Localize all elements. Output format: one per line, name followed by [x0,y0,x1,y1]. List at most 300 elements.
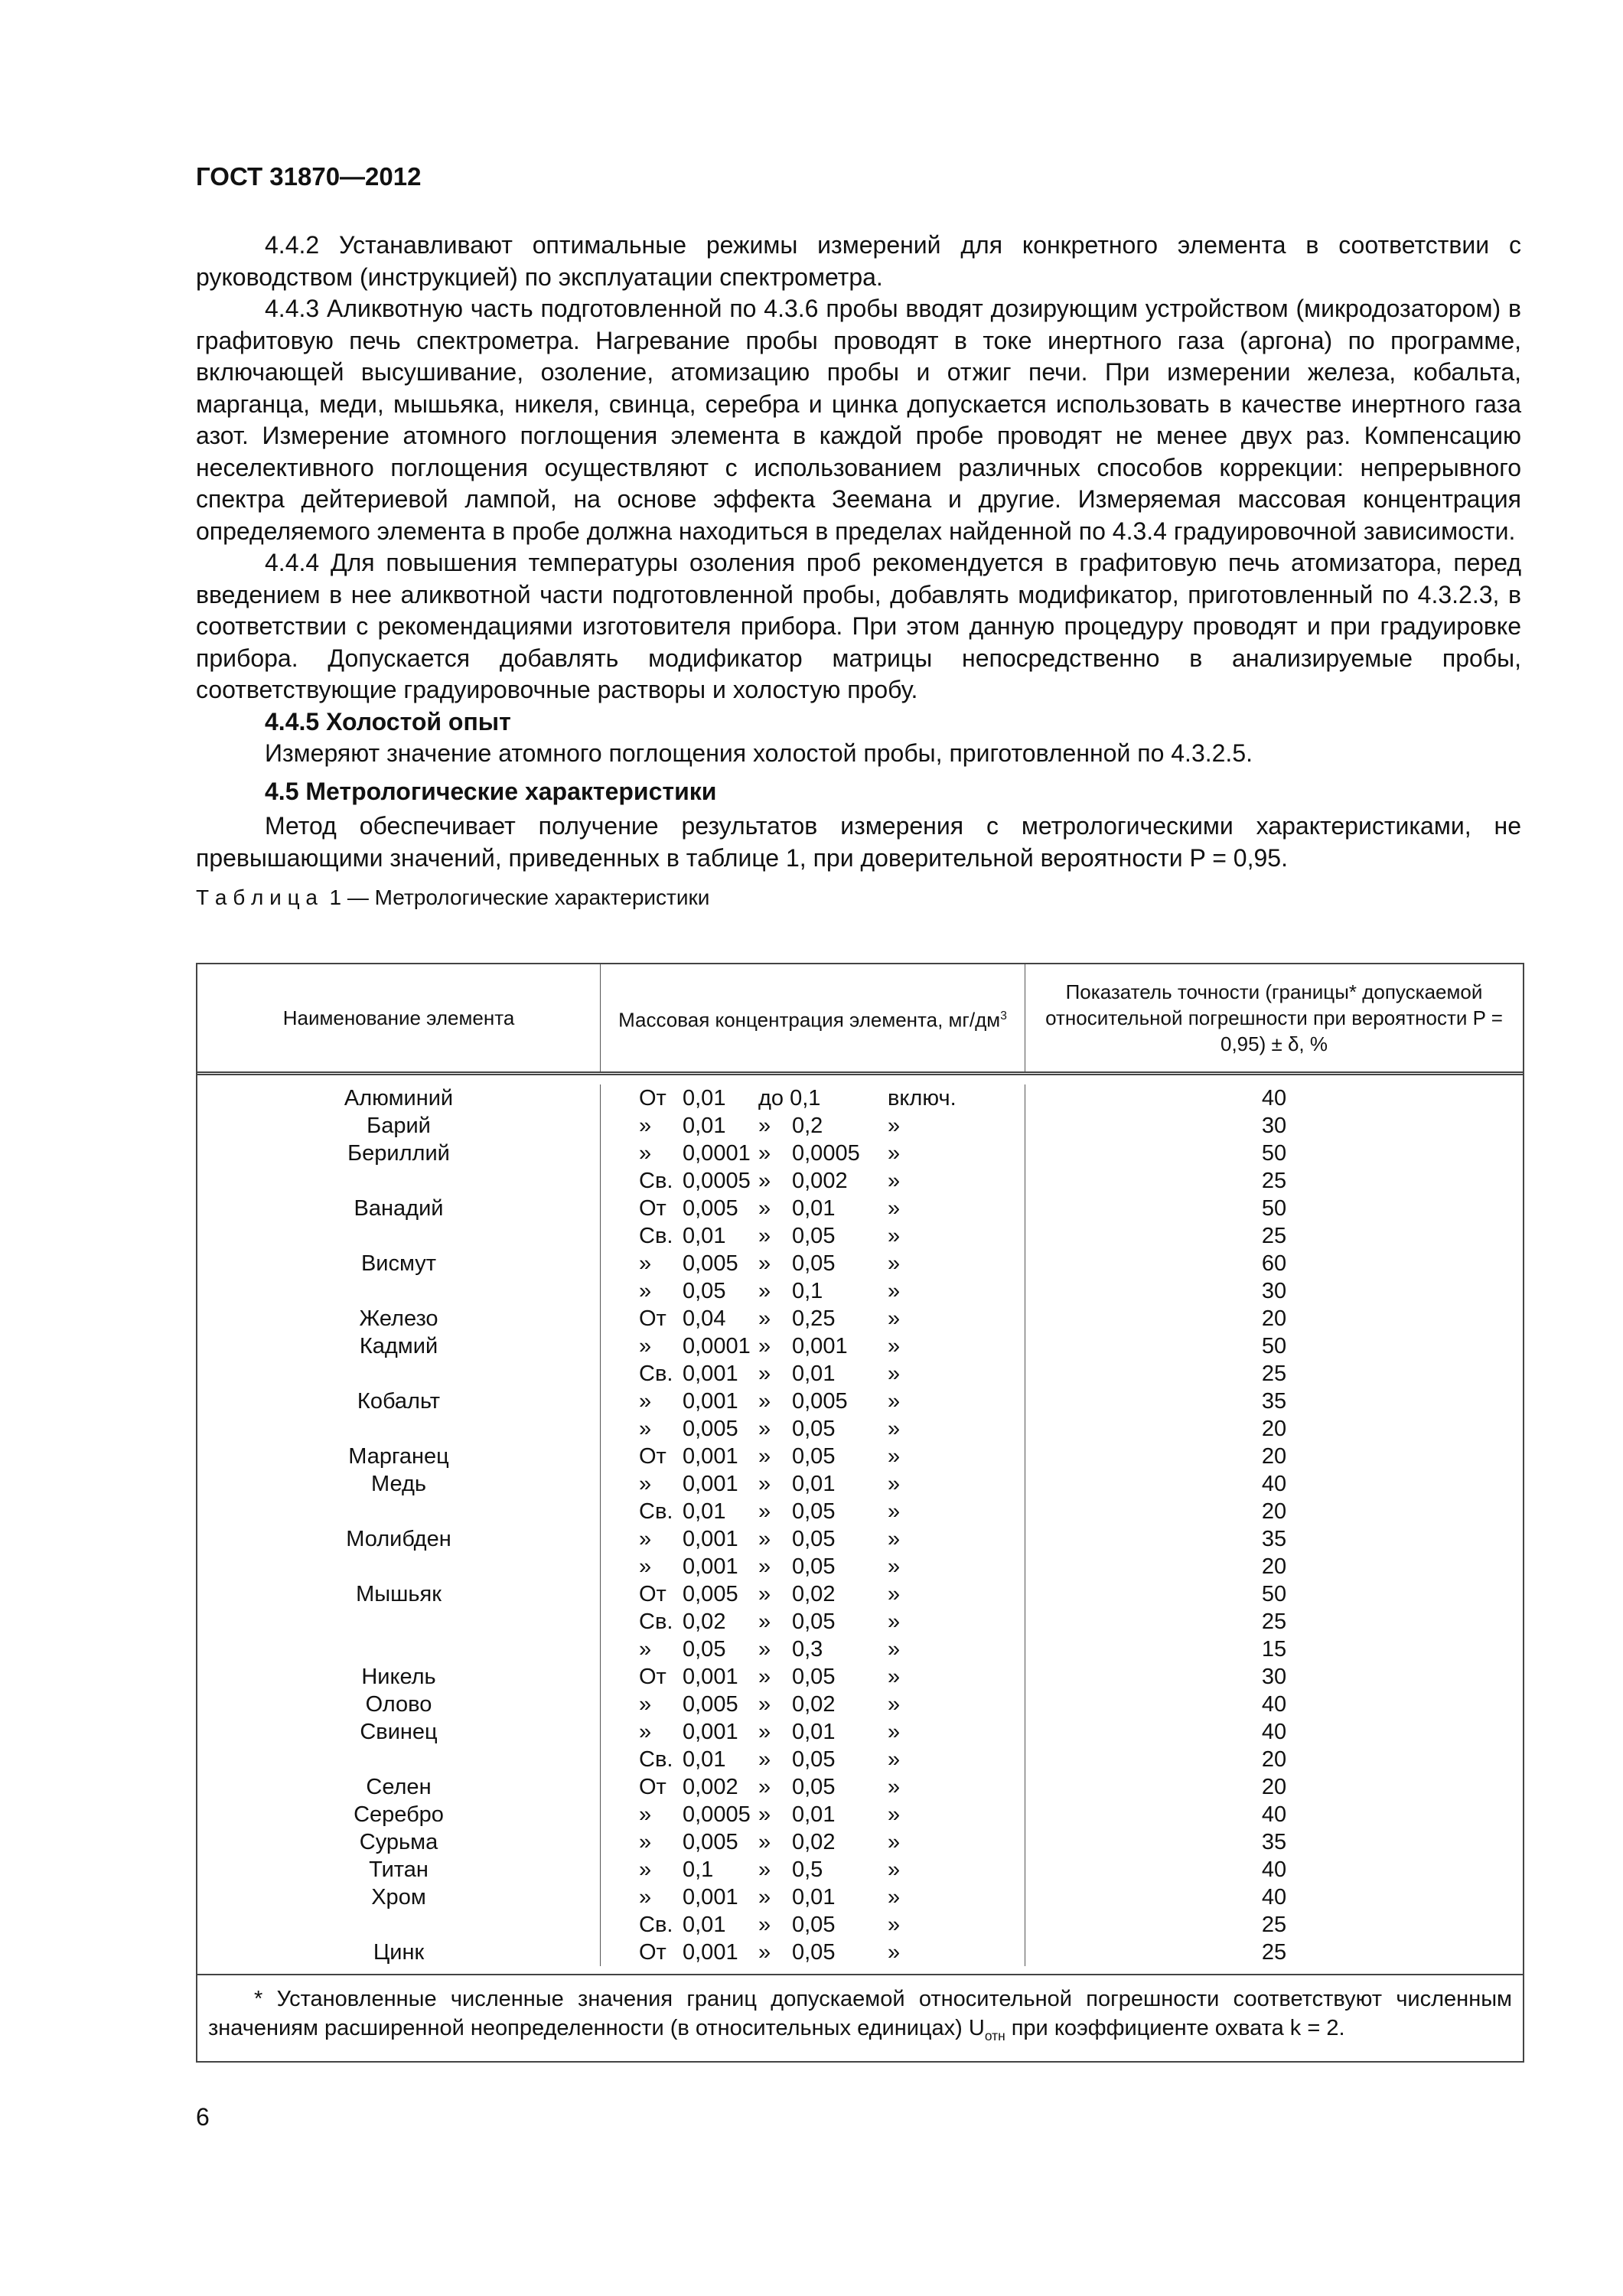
paragraph-4-4-2: 4.4.2 Устанавливают оптимальные режимы измерений для конкретного элемента в соответствии с руководством (инструкцией) по эксплуатации спектрометра. [196,231,1521,291]
element-name [197,1608,601,1636]
range-suffix: » [888,1444,901,1469]
range-from: 0,002 [683,1775,738,1799]
element-name: Медь [197,1470,601,1498]
column-header-concentration-text [618,1003,1007,1033]
accuracy-value: 20 [1261,1747,1287,1772]
range-suffix: » [888,1802,901,1827]
range-from: 0,05 [683,1637,726,1662]
range-separator: » [758,1224,771,1248]
range-separator: » [758,1306,771,1331]
range-prefix: » [639,1279,652,1303]
table-row [197,1332,1523,1360]
range-to: 0,02 [792,1692,836,1717]
range-separator: » [758,1692,771,1717]
accuracy-value: 20 [1261,1554,1287,1579]
table-row [197,1883,1523,1911]
range-to: 0,01 [792,1362,836,1386]
accuracy-value: 50 [1261,1334,1287,1358]
element-name: Кадмий [197,1332,601,1360]
range-prefix: От [639,1940,666,1965]
range-from: 0,001 [683,1444,738,1469]
column-header-element [197,964,601,1071]
range-separator: » [758,1609,771,1634]
range-suffix: » [888,1775,901,1799]
accuracy-value: 40 [1261,1857,1287,1882]
range-prefix: Св. [639,1224,673,1248]
range-suffix: » [888,1417,901,1441]
accuracy-value: 20 [1261,1444,1287,1469]
concentration-range [601,1883,1025,1911]
column-header-element-text: Наименование элемента [282,1006,515,1029]
table-row [197,1801,1523,1828]
range-prefix: Св. [639,1499,673,1524]
range-separator: » [758,1141,771,1166]
element-name: Висмут [197,1250,601,1277]
element-name: Барий [197,1112,601,1140]
element-name: Мышьяк [197,1580,601,1608]
range-prefix: » [639,1885,652,1910]
range-separator: » [758,1554,771,1579]
range-prefix: » [639,1389,652,1414]
range-to: 0,05 [792,1499,836,1524]
range-suffix: » [888,1665,901,1689]
range-from: 0,005 [683,1251,738,1276]
concentration-range [601,1636,1025,1663]
document-header: ГОСТ 31870—2012 [196,162,422,191]
range-from: 0,0001 [683,1334,751,1358]
table-row [197,1277,1523,1305]
accuracy-value: 20 [1261,1306,1287,1331]
range-separator: » [758,1444,771,1469]
range-from: 0,01 [683,1913,726,1937]
table-row [197,1856,1523,1883]
range-suffix: » [888,1747,901,1772]
range-to: 0,05 [792,1609,836,1634]
range-suffix: » [888,1885,901,1910]
range-separator: » [758,1279,771,1303]
range-prefix: » [639,1334,652,1358]
table-row [197,1580,1523,1608]
element-name: Цинк [197,1939,601,1966]
range-suffix: » [888,1637,901,1662]
range-separator: » [758,1720,771,1744]
range-to: 0,05 [792,1940,836,1965]
range-suffix: » [888,1251,901,1276]
range-suffix: » [888,1362,901,1386]
range-to: 0,05 [792,1224,836,1248]
range-to: 0,01 [792,1472,836,1496]
heading-4-5: 4.5 Метрологические характеристики [265,777,717,805]
element-name: Ванадий [197,1195,601,1222]
range-suffix: » [888,1334,901,1358]
element-name [197,1360,601,1388]
range-suffix: » [888,1857,901,1882]
column-header-accuracy-text: Показатель точности (границы* допускаемой относительной погрешности при вероятности P = 0,95) ± δ, % [1045,980,1503,1055]
range-to: 0,05 [792,1417,836,1441]
table-row [197,1360,1523,1388]
concentration-range [601,1360,1025,1388]
element-name [197,1553,601,1580]
concentration-range [601,1718,1025,1746]
range-separator: » [758,1251,771,1276]
range-prefix: От [639,1775,666,1799]
element-name [197,1415,601,1443]
table-row [197,1167,1523,1195]
table-header [197,964,1523,1075]
range-to: 0,3 [792,1637,823,1662]
range-to: 0,0005 [792,1141,860,1166]
column-header-concentration [601,964,1025,1071]
accuracy-value: 20 [1261,1499,1287,1524]
element-name: Никель [197,1663,601,1691]
element-name [197,1746,601,1773]
range-separator: » [758,1582,771,1606]
accuracy-value: 30 [1261,1114,1287,1138]
range-from: 0,001 [683,1885,738,1910]
range-suffix: » [888,1692,901,1717]
footnote-end: при коэффициенте охвата k = 2. [1005,2016,1345,2040]
concentration-range [601,1911,1025,1939]
concentration-range [601,1525,1025,1553]
concentration-range [601,1277,1025,1305]
range-separator: » [758,1747,771,1772]
element-name: Свинец [197,1718,601,1746]
table-row [197,1084,1523,1112]
concentration-range [601,1663,1025,1691]
table-row [197,1222,1523,1250]
table-row [197,1718,1523,1746]
range-from: 0,02 [683,1609,726,1634]
concentration-range [601,1856,1025,1883]
range-prefix: » [639,1720,652,1744]
concentration-range [601,1498,1025,1525]
range-suffix: » [888,1609,901,1634]
table-row [197,1691,1523,1718]
paragraph-4-4-4: 4.4.4 Для повышения температуры озоления проб рекомендуется в графитовую печь атомизатора, перед введением в нее аликвотной части подготовленной пробы, добавлять модификатор, приготовленный по 4.3.2.3, в соответствии с рекомендациями изготовителя прибора. При этом данную процедуру проводят и при градуировке прибора. Допускается добавлять модификатор матрицы непосредственно в анализируемые пробы, соответствующие градуировочные растворы и холостую пробу. [196,549,1521,703]
range-from: 0,01 [683,1114,726,1138]
accuracy-value: 25 [1261,1609,1287,1634]
accuracy-value: 30 [1261,1279,1287,1303]
table-row [197,1773,1523,1801]
range-suffix: » [888,1472,901,1496]
range-prefix: От [639,1444,666,1469]
range-from: 0,01 [683,1747,726,1772]
range-from: 0,001 [683,1940,738,1965]
element-name [197,1167,601,1195]
superscript: 3 [1000,1009,1007,1022]
element-name [197,1636,601,1663]
concentration-range [601,1112,1025,1140]
range-prefix: От [639,1582,666,1606]
range-separator: » [758,1913,771,1937]
concentration-range [601,1470,1025,1498]
element-name: Бериллий [197,1140,601,1167]
table-row [197,1746,1523,1773]
range-separator: » [758,1114,771,1138]
range-separator: » [758,1940,771,1965]
concentration-range [601,1939,1025,1966]
concentration-range [601,1084,1025,1112]
table-row [197,1443,1523,1470]
paragraph-4-5: Метод обеспечивает получение результатов измерения с метрологическими характеристиками, не превышающими значений, приведенных в таблице 1, при доверительной вероятности P = 0,95. [196,812,1521,872]
range-prefix: » [639,1251,652,1276]
table-row [197,1553,1523,1580]
range-prefix: От [639,1196,666,1221]
range-prefix: » [639,1417,652,1441]
range-prefix: » [639,1692,652,1717]
range-separator: » [758,1196,771,1221]
range-from: 0,1 [683,1857,714,1882]
range-to: 0,05 [792,1527,836,1551]
range-separator: » [758,1885,771,1910]
range-suffix: » [888,1196,901,1221]
range-suffix: » [888,1169,901,1193]
element-name: Титан [197,1856,601,1883]
accuracy-value: 15 [1261,1637,1287,1662]
accuracy-value: 60 [1261,1251,1287,1276]
concentration-range [601,1746,1025,1773]
range-separator: » [758,1334,771,1358]
range-from: 0,005 [683,1417,738,1441]
range-suffix: » [888,1913,901,1937]
range-suffix: » [888,1940,901,1965]
range-to: 0,02 [792,1830,836,1854]
range-to: 0,05 [792,1913,836,1937]
table-row [197,1498,1523,1525]
element-name: Молибден [197,1525,601,1553]
concentration-range [601,1553,1025,1580]
range-from: 0,005 [683,1830,738,1854]
range-prefix: » [639,1472,652,1496]
accuracy-value: 40 [1261,1086,1287,1110]
document-body [196,230,1521,914]
range-suffix: » [888,1224,901,1248]
metrology-table [196,963,1524,2063]
accuracy-value: 50 [1261,1582,1287,1606]
range-from: 0,005 [683,1582,738,1606]
table-row [197,1305,1523,1332]
element-name: Олово [197,1691,601,1718]
concentration-range [601,1691,1025,1718]
concentration-range [601,1222,1025,1250]
range-suffix: » [888,1830,901,1854]
accuracy-value: 40 [1261,1885,1287,1910]
range-from: 0,05 [683,1279,726,1303]
range-to: 0,002 [792,1169,848,1193]
range-to: 0,02 [792,1582,836,1606]
paragraph-4-4-3: 4.4.3 Аликвотную часть подготовленной по 4.3.6 пробы вводят дозирующим устройством (микродозатором) в графитовую печь спектрометра. Нагревание пробы проводят в токе инертного газа (аргона) по программе, включающей высушивание, озоление, атомизацию пробы и отжиг печи. При измерении железа, кобальта, марганца, меди, мышьяка, никеля, свинца, серебра и цинка допускается использовать в качестве инертного газа азот. Измерение атомного поглощения элемента в каждой пробе проводят не менее двух раз. Компенсацию неселективного поглощения осуществляют с использованием различных способов коррекции: непрерывного спектра дейтериевой лампой, на основе эффекта Зеемана и другие. Измеряемая массовая концентрация определяемого элемента в пробе должна находиться в пределах найденной по 4.3.4 градуировочной зависимости. [196,295,1521,545]
accuracy-value: 40 [1261,1472,1287,1496]
range-to: 0,005 [792,1389,848,1414]
range-suffix: » [888,1720,901,1744]
range-prefix: Св. [639,1609,673,1634]
table-row [197,1828,1523,1856]
range-suffix: » [888,1306,901,1331]
column-header-accuracy [1025,964,1523,1071]
page-number: 6 [196,2103,210,2131]
range-to: 0,05 [792,1665,836,1689]
heading-4-4-5: 4.4.5 Холостой опыт [265,707,511,735]
accuracy-value: 35 [1261,1527,1287,1551]
concentration-range [601,1167,1025,1195]
range-to: 0,05 [792,1775,836,1799]
range-separator: » [758,1775,771,1799]
range-prefix: От [639,1665,666,1689]
concentration-range [601,1305,1025,1332]
range-separator: » [758,1389,771,1414]
concentration-range [601,1608,1025,1636]
range-to: 0,01 [792,1885,836,1910]
range-to: 0,25 [792,1306,836,1331]
range-to: 0,2 [792,1114,823,1138]
element-name: Серебро [197,1801,601,1828]
table-row [197,1636,1523,1663]
range-to: 0,05 [792,1554,836,1579]
element-name: Селен [197,1773,601,1801]
table-caption: Т а б л и ц а 1 — Метрологические характеристики [196,885,710,909]
accuracy-value: 30 [1261,1665,1287,1689]
range-from: 0,01 [683,1499,726,1524]
range-from: 0,001 [683,1665,738,1689]
range-to: 0,01 [792,1196,836,1221]
table-row [197,1911,1523,1939]
range-prefix: Св. [639,1362,673,1386]
range-to: 0,01 [792,1720,836,1744]
concentration-range [601,1415,1025,1443]
element-name: Хром [197,1883,601,1911]
concentration-range [601,1801,1025,1828]
range-from: 0,005 [683,1196,738,1221]
accuracy-value: 20 [1261,1775,1287,1799]
concentration-range [601,1828,1025,1856]
table-row [197,1415,1523,1443]
accuracy-value: 20 [1261,1417,1287,1441]
range-prefix: От [639,1306,666,1331]
range-separator: » [758,1665,771,1689]
range-to: 0,05 [792,1444,836,1469]
element-name: Сурьма [197,1828,601,1856]
table-row [197,1112,1523,1140]
range-from: 0,005 [683,1692,738,1717]
concentration-range [601,1580,1025,1608]
table-row [197,1663,1523,1691]
range-to: 0,1 [792,1279,823,1303]
table-row [197,1608,1523,1636]
range-separator: » [758,1857,771,1882]
range-separator: » [758,1472,771,1496]
element-name [197,1277,601,1305]
accuracy-value: 25 [1261,1913,1287,1937]
range-to: 0,001 [792,1334,848,1358]
concentration-range [601,1332,1025,1360]
range-to: 0,05 [792,1747,836,1772]
accuracy-value: 40 [1261,1692,1287,1717]
range-separator: до 0,1 [758,1086,821,1110]
range-prefix: » [639,1141,652,1166]
range-separator: » [758,1830,771,1854]
table-row [197,1195,1523,1222]
concentration-range [601,1443,1025,1470]
footnote-main: * Установленные численные значения границ допускаемой относительной погрешности соответствуют численным значениям расширенной неопределенности (в относительных единицах) U [208,1987,1512,2040]
range-from: 0,001 [683,1554,738,1579]
range-suffix: » [888,1554,901,1579]
accuracy-value: 35 [1261,1830,1287,1854]
footnote-subscript: отн [984,2027,1005,2043]
range-suffix: » [888,1114,901,1138]
range-prefix: » [639,1114,652,1138]
element-name: Железо [197,1305,601,1332]
range-from: 0,001 [683,1472,738,1496]
range-prefix: » [639,1802,652,1827]
table-row [197,1250,1523,1277]
table-row [197,1388,1523,1415]
element-name: Алюминий [197,1084,601,1112]
accuracy-value: 25 [1261,1169,1287,1193]
range-from: 0,0001 [683,1141,751,1166]
range-prefix: » [639,1830,652,1854]
range-from: 0,01 [683,1086,726,1110]
range-separator: » [758,1527,771,1551]
concentration-range [601,1140,1025,1167]
range-prefix: » [639,1637,652,1662]
range-from: 0,0005 [683,1169,751,1193]
range-prefix: Св. [639,1747,673,1772]
range-suffix: » [888,1279,901,1303]
element-name: Кобальт [197,1388,601,1415]
range-from: 0,0005 [683,1802,751,1827]
range-separator: » [758,1499,771,1524]
concentration-range [601,1773,1025,1801]
concentration-range [601,1250,1025,1277]
accuracy-value: 40 [1261,1802,1287,1827]
range-prefix: Св. [639,1913,673,1937]
element-name: Марганец [197,1443,601,1470]
element-name [197,1911,601,1939]
range-suffix: включ. [888,1086,957,1110]
range-from: 0,01 [683,1224,726,1248]
range-from: 0,001 [683,1362,738,1386]
element-name [197,1498,601,1525]
range-suffix: » [888,1499,901,1524]
range-separator: » [758,1362,771,1386]
range-separator: » [758,1637,771,1662]
range-from: 0,001 [683,1527,738,1551]
range-prefix: » [639,1527,652,1551]
concentration-range [601,1388,1025,1415]
element-name [197,1222,601,1250]
range-suffix: » [888,1141,901,1166]
range-to: 0,01 [792,1802,836,1827]
range-from: 0,04 [683,1306,726,1331]
range-to: 0,05 [792,1251,836,1276]
accuracy-value: 50 [1261,1141,1287,1166]
accuracy-value: 25 [1261,1224,1287,1248]
column-header-concentration-label: Массовая концентрация элемента, мг/дм [618,1008,1001,1032]
footnote-text [208,1985,1512,2050]
range-separator: » [758,1802,771,1827]
range-suffix: » [888,1582,901,1606]
range-prefix: От [639,1086,666,1110]
table-row [197,1140,1523,1167]
table-row [197,1470,1523,1498]
accuracy-value: 25 [1261,1940,1287,1965]
paragraph-4-4-5: Измеряют значение атомного поглощения холостой пробы, приготовленной по 4.3.2.5. [265,739,1253,767]
table-row [197,1939,1523,1966]
range-suffix: » [888,1527,901,1551]
table-row [197,1525,1523,1553]
table-footnote [197,1974,1523,2061]
range-suffix: » [888,1389,901,1414]
